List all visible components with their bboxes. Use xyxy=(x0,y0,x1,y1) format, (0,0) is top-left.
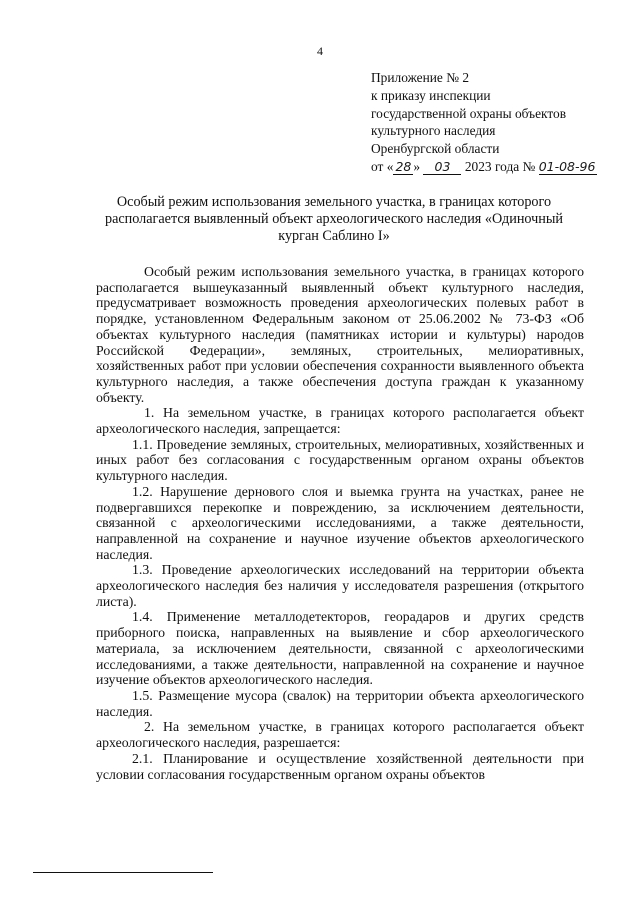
handwritten-month: 03 xyxy=(423,160,461,175)
appendix-block xyxy=(371,69,597,176)
paragraph: 1. На земельном участке, в границах которого располагается объект археологического наследия, запрещается: xyxy=(96,405,584,437)
page-number: 4 xyxy=(317,44,323,58)
document-title: Особый режим использования земельного участка, в границах которого располагается выявленный объект археологического наследия «Одиночный курган Саблино I» xyxy=(104,194,564,244)
handwritten-order-number: 01-08-96 xyxy=(538,158,596,174)
subparagraph: 1.3. Проведение археологических исследований на территории объекта археологического наследия без наличия у исследователя разрешения (открытого листа). xyxy=(96,562,584,609)
document-body xyxy=(96,264,584,782)
date-prefix: от « xyxy=(371,158,394,174)
subparagraph: 1.2. Нарушение дернового слоя и выемка грунта на участках, ранее не подвергавшихся перекопке и повреждению, за исключением деятельности, связанной с археологическими исследованиями, а также деятельности, направленной на сохранение и научное изучение объектов археологического наследия. xyxy=(96,483,584,562)
appendix-line: к приказу инспекции xyxy=(371,87,491,103)
appendix-line: Оренбургской области xyxy=(371,141,500,157)
subparagraph: 1.1. Проведение земляных, строительных, мелиоративных, хозяйственных и иных работ без согласования с государственным органом охраны объектов культурного наследия. xyxy=(96,436,584,484)
subparagraph: 2.1. Планирование и осуществление хозяйственной деятельности при условии согласования государственным органом охраны объектов xyxy=(96,750,584,782)
paragraph: Особый режим использования земельного участка, в границах которого располагается вышеуказанный выявленный объект культурного наследия, предусматривает возможность проведения археологических полевых работ в порядке, установленном Федеральным законом от 25.06.2002 № 73-ФЗ «Об объектах культурного наследия (памятниках истории и культуры) народов Российской Федерации», земляных, строительных, мелиоративных, хозяйственных работ при условии обеспечения сохранности выявленного объекта культурного наследия, а также обеспечения доступа граждан к указанному объекту. xyxy=(96,264,584,405)
appendix-line: государственной охраны объектов xyxy=(371,105,567,121)
year-text: 2023 года № xyxy=(464,158,536,174)
footnote-divider xyxy=(33,872,213,873)
subparagraph: 1.5. Размещение мусора (свалок) на территории объекта археологического наследия. xyxy=(96,687,584,719)
appendix-line: Приложение № 2 xyxy=(371,70,470,85)
paragraph: 2. На земельном участке, в границах которого располагается объект археологического наследия, разрешается: xyxy=(96,719,584,751)
subparagraph: 1.4. Применение металлодетекторов, георадаров и других средств приборного поиска, направленных на выявление и сбор археологического материала, за исключением деятельности, связанной с археологическими исследованиями, а также деятельности, направленной на сохранение и научное изучение объектов археологического наследия. xyxy=(96,609,584,688)
day-suffix: » xyxy=(413,158,421,174)
appendix-line: культурного наследия xyxy=(371,123,496,139)
handwritten-day: 28 xyxy=(393,160,413,175)
appendix-date-line xyxy=(371,158,597,176)
